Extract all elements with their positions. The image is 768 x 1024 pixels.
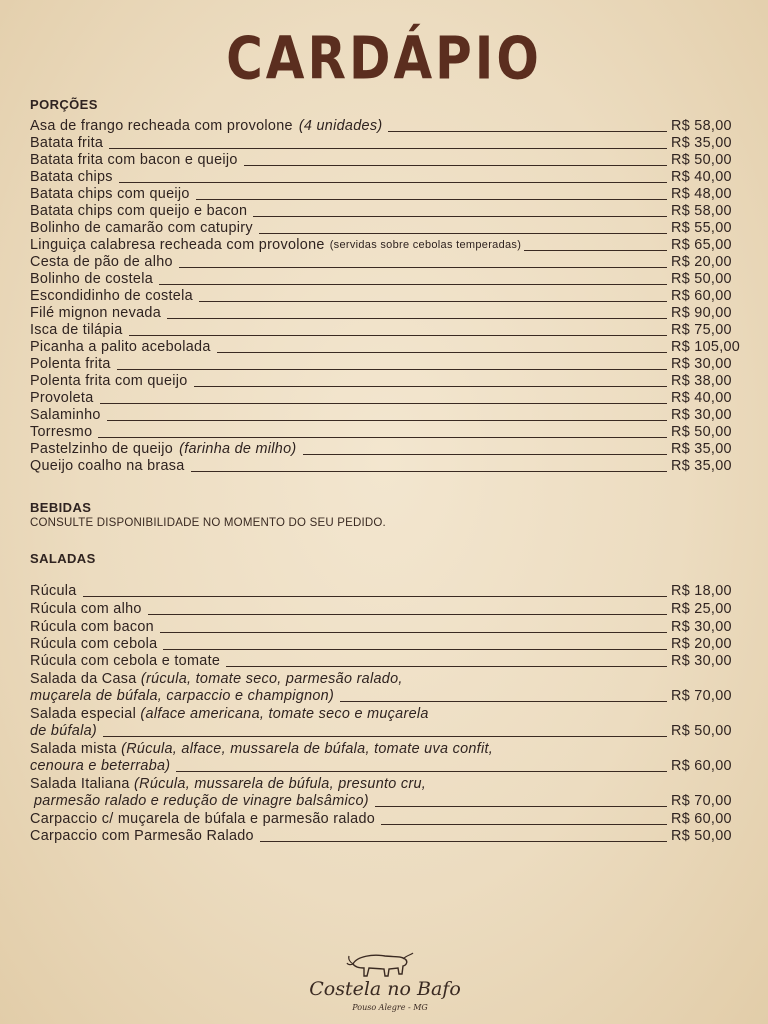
item-name: Batata chips com queijo e bacon	[30, 203, 248, 219]
leader-line	[117, 369, 667, 370]
item-price: R$ 38,00	[671, 373, 732, 389]
list-item	[30, 373, 741, 390]
item-description: de búfala)	[30, 723, 98, 739]
item-name: Salada mista	[30, 741, 117, 757]
leader-line	[524, 250, 667, 251]
item-name: Salada Italiana	[30, 776, 130, 792]
item-price: R$ 70,00	[671, 793, 732, 809]
item-name: Bolinho de camarão com catupiry	[30, 220, 253, 236]
list-item-first-line	[30, 741, 493, 758]
brand-name: Costela no Bafo	[309, 978, 461, 1000]
item-name: Rúcula com cebola	[30, 636, 158, 652]
item-price: R$ 55,00	[671, 220, 732, 236]
list-item-first-line	[30, 706, 429, 723]
list-item	[30, 237, 741, 254]
list-item	[30, 458, 741, 475]
list-item	[30, 723, 741, 740]
item-price: R$ 50,00	[671, 152, 732, 168]
list-item	[30, 118, 741, 135]
item-name: Salada da Casa	[30, 671, 137, 687]
item-price: R$ 65,00	[671, 237, 732, 253]
item-price: R$ 60,00	[671, 811, 732, 827]
item-name: Filé mignon nevada	[30, 305, 161, 321]
leader-line	[375, 806, 667, 807]
list-item	[30, 356, 741, 373]
item-name: Rúcula com bacon	[30, 619, 154, 635]
list-item-first-line	[30, 671, 403, 688]
leader-line	[303, 454, 668, 455]
list-item	[30, 688, 741, 705]
item-price: R$ 60,00	[671, 758, 732, 774]
list-item	[30, 305, 741, 322]
list-item-first-line	[30, 776, 426, 793]
item-price: R$ 20,00	[671, 254, 732, 270]
item-name: Salaminho	[30, 407, 101, 423]
item-description: (Rúcula, alface, mussarela de búfala, tomate uva confit,	[121, 741, 494, 757]
leader-line	[159, 284, 667, 285]
leader-line	[179, 267, 667, 268]
item-price: R$ 70,00	[671, 688, 732, 704]
item-description: (4 unidades)	[298, 118, 383, 134]
brand-logo	[300, 950, 470, 1020]
list-item	[30, 271, 741, 288]
leader-line	[226, 666, 667, 667]
item-description: (Rúcula, mussarela de búfula, presunto cru,	[134, 776, 427, 792]
leader-line	[340, 701, 667, 702]
leader-line	[83, 596, 667, 597]
bebidas-note: CONSULTE DISPONIBILIDADE NO MOMENTO DO SEU PEDIDO.	[30, 517, 386, 529]
item-price: R$ 48,00	[671, 186, 732, 202]
leader-line	[107, 420, 667, 421]
item-price: R$ 50,00	[671, 723, 732, 739]
section-title-saladas: SALADAS	[30, 551, 96, 566]
item-name: Provoleta	[30, 390, 94, 406]
item-name: Polenta frita	[30, 356, 111, 372]
leader-line	[148, 614, 667, 615]
item-name: Carpaccio c/ muçarela de búfala e parmesão ralado	[30, 811, 376, 827]
list-item	[30, 601, 741, 618]
item-price: R$ 30,00	[671, 407, 732, 423]
list-item	[30, 619, 741, 636]
leader-line	[244, 165, 667, 166]
leader-line	[160, 632, 667, 633]
item-name: Batata frita com bacon e queijo	[30, 152, 238, 168]
item-price: R$ 58,00	[671, 203, 732, 219]
page-title: CARDÁPIO	[226, 24, 542, 93]
item-price: R$ 20,00	[671, 636, 732, 652]
leader-line	[100, 403, 668, 404]
item-price: R$ 35,00	[671, 135, 732, 151]
list-item	[30, 653, 741, 670]
leader-line	[194, 386, 667, 387]
list-item	[30, 811, 741, 828]
leader-line	[129, 335, 668, 336]
leader-line	[253, 216, 667, 217]
leader-line	[109, 148, 667, 149]
item-name: Isca de tilápia	[30, 322, 123, 338]
leader-line	[119, 182, 667, 183]
item-price: R$ 30,00	[671, 653, 732, 669]
list-item	[30, 407, 741, 424]
section-title-porcoes: PORÇÕES	[30, 97, 98, 112]
item-description: parmesão ralado e redução de vinagre balsâmico)	[34, 793, 369, 809]
item-price: R$ 58,00	[671, 118, 732, 134]
item-name: Rúcula com cebola e tomate	[30, 653, 221, 669]
item-price: R$ 75,00	[671, 322, 732, 338]
item-name: Salada especial	[30, 706, 137, 722]
item-price: R$ 40,00	[671, 390, 732, 406]
leader-line	[191, 471, 667, 472]
item-price: R$ 90,00	[671, 305, 732, 321]
item-name: Rúcula com alho	[30, 601, 142, 617]
item-price: R$ 30,00	[671, 619, 732, 635]
item-price: R$ 35,00	[671, 458, 732, 474]
item-name: Asa de frango recheada com provolone	[30, 118, 293, 134]
leader-line	[163, 649, 667, 650]
item-price: R$ 18,00	[671, 583, 732, 599]
item-price: R$ 30,00	[671, 356, 732, 372]
list-item	[30, 169, 741, 186]
leader-line	[167, 318, 667, 319]
item-name: Polenta frita com queijo	[30, 373, 188, 389]
list-item	[30, 793, 741, 810]
list-item	[30, 322, 741, 339]
item-name: Carpaccio com Parmesão Ralado	[30, 828, 254, 844]
leader-line	[199, 301, 667, 302]
item-description: muçarela de búfala, carpaccio e champignon)	[30, 688, 335, 704]
item-name: Queijo coalho na brasa	[30, 458, 185, 474]
list-item	[30, 441, 741, 458]
leader-line	[98, 437, 667, 438]
list-item	[30, 186, 741, 203]
list-item	[30, 636, 741, 653]
leader-line	[260, 841, 667, 842]
brand-location: Pouso Alegre - MG	[352, 1003, 428, 1012]
list-item	[30, 390, 741, 407]
item-name: Escondidinho de costela	[30, 288, 193, 304]
item-note: (servidas sobre cebolas temperadas)	[329, 239, 522, 251]
list-item	[30, 288, 741, 305]
item-price: R$ 25,00	[671, 601, 732, 617]
item-name: Cesta de pão de alho	[30, 254, 173, 270]
section-title-bebidas: BEBIDAS	[30, 500, 92, 515]
item-description: (farinha de milho)	[179, 441, 297, 457]
item-price: R$ 35,00	[671, 441, 732, 457]
item-description: (rúcula, tomate seco, parmesão ralado,	[140, 671, 403, 687]
list-item	[30, 203, 741, 220]
list-item	[30, 339, 741, 356]
item-price: R$ 40,00	[671, 169, 732, 185]
item-description: (alface americana, tomate seco e muçarela	[140, 706, 429, 722]
item-name: Batata chips	[30, 169, 113, 185]
leader-line	[381, 824, 667, 825]
item-name: Rúcula	[30, 583, 77, 599]
list-item	[30, 583, 741, 600]
list-item	[30, 758, 741, 775]
item-price: R$ 60,00	[671, 288, 732, 304]
leader-line	[196, 199, 667, 200]
item-name: Picanha a palito acebolada	[30, 339, 211, 355]
item-name: Linguiça calabresa recheada com provolone	[30, 237, 325, 253]
leader-line	[103, 736, 667, 737]
list-item	[30, 254, 741, 271]
leader-line	[259, 233, 667, 234]
item-price: R$ 105,00	[671, 339, 741, 355]
item-description: cenoura e beterraba)	[30, 758, 171, 774]
item-name: Bolinho de costela	[30, 271, 154, 287]
list-item	[30, 220, 741, 237]
item-name: Batata frita	[30, 135, 104, 151]
leader-line	[176, 771, 667, 772]
item-name: Batata chips com queijo	[30, 186, 190, 202]
item-name: Torresmo	[30, 424, 93, 440]
list-item	[30, 135, 741, 152]
item-price: R$ 50,00	[671, 424, 732, 440]
leader-line	[388, 131, 667, 132]
item-price: R$ 50,00	[671, 828, 732, 844]
item-name: Pastelzinho de queijo	[30, 441, 174, 457]
item-price: R$ 50,00	[671, 271, 732, 287]
leader-line	[217, 352, 667, 353]
list-item	[30, 828, 741, 845]
list-item	[30, 152, 741, 169]
list-item	[30, 424, 741, 441]
